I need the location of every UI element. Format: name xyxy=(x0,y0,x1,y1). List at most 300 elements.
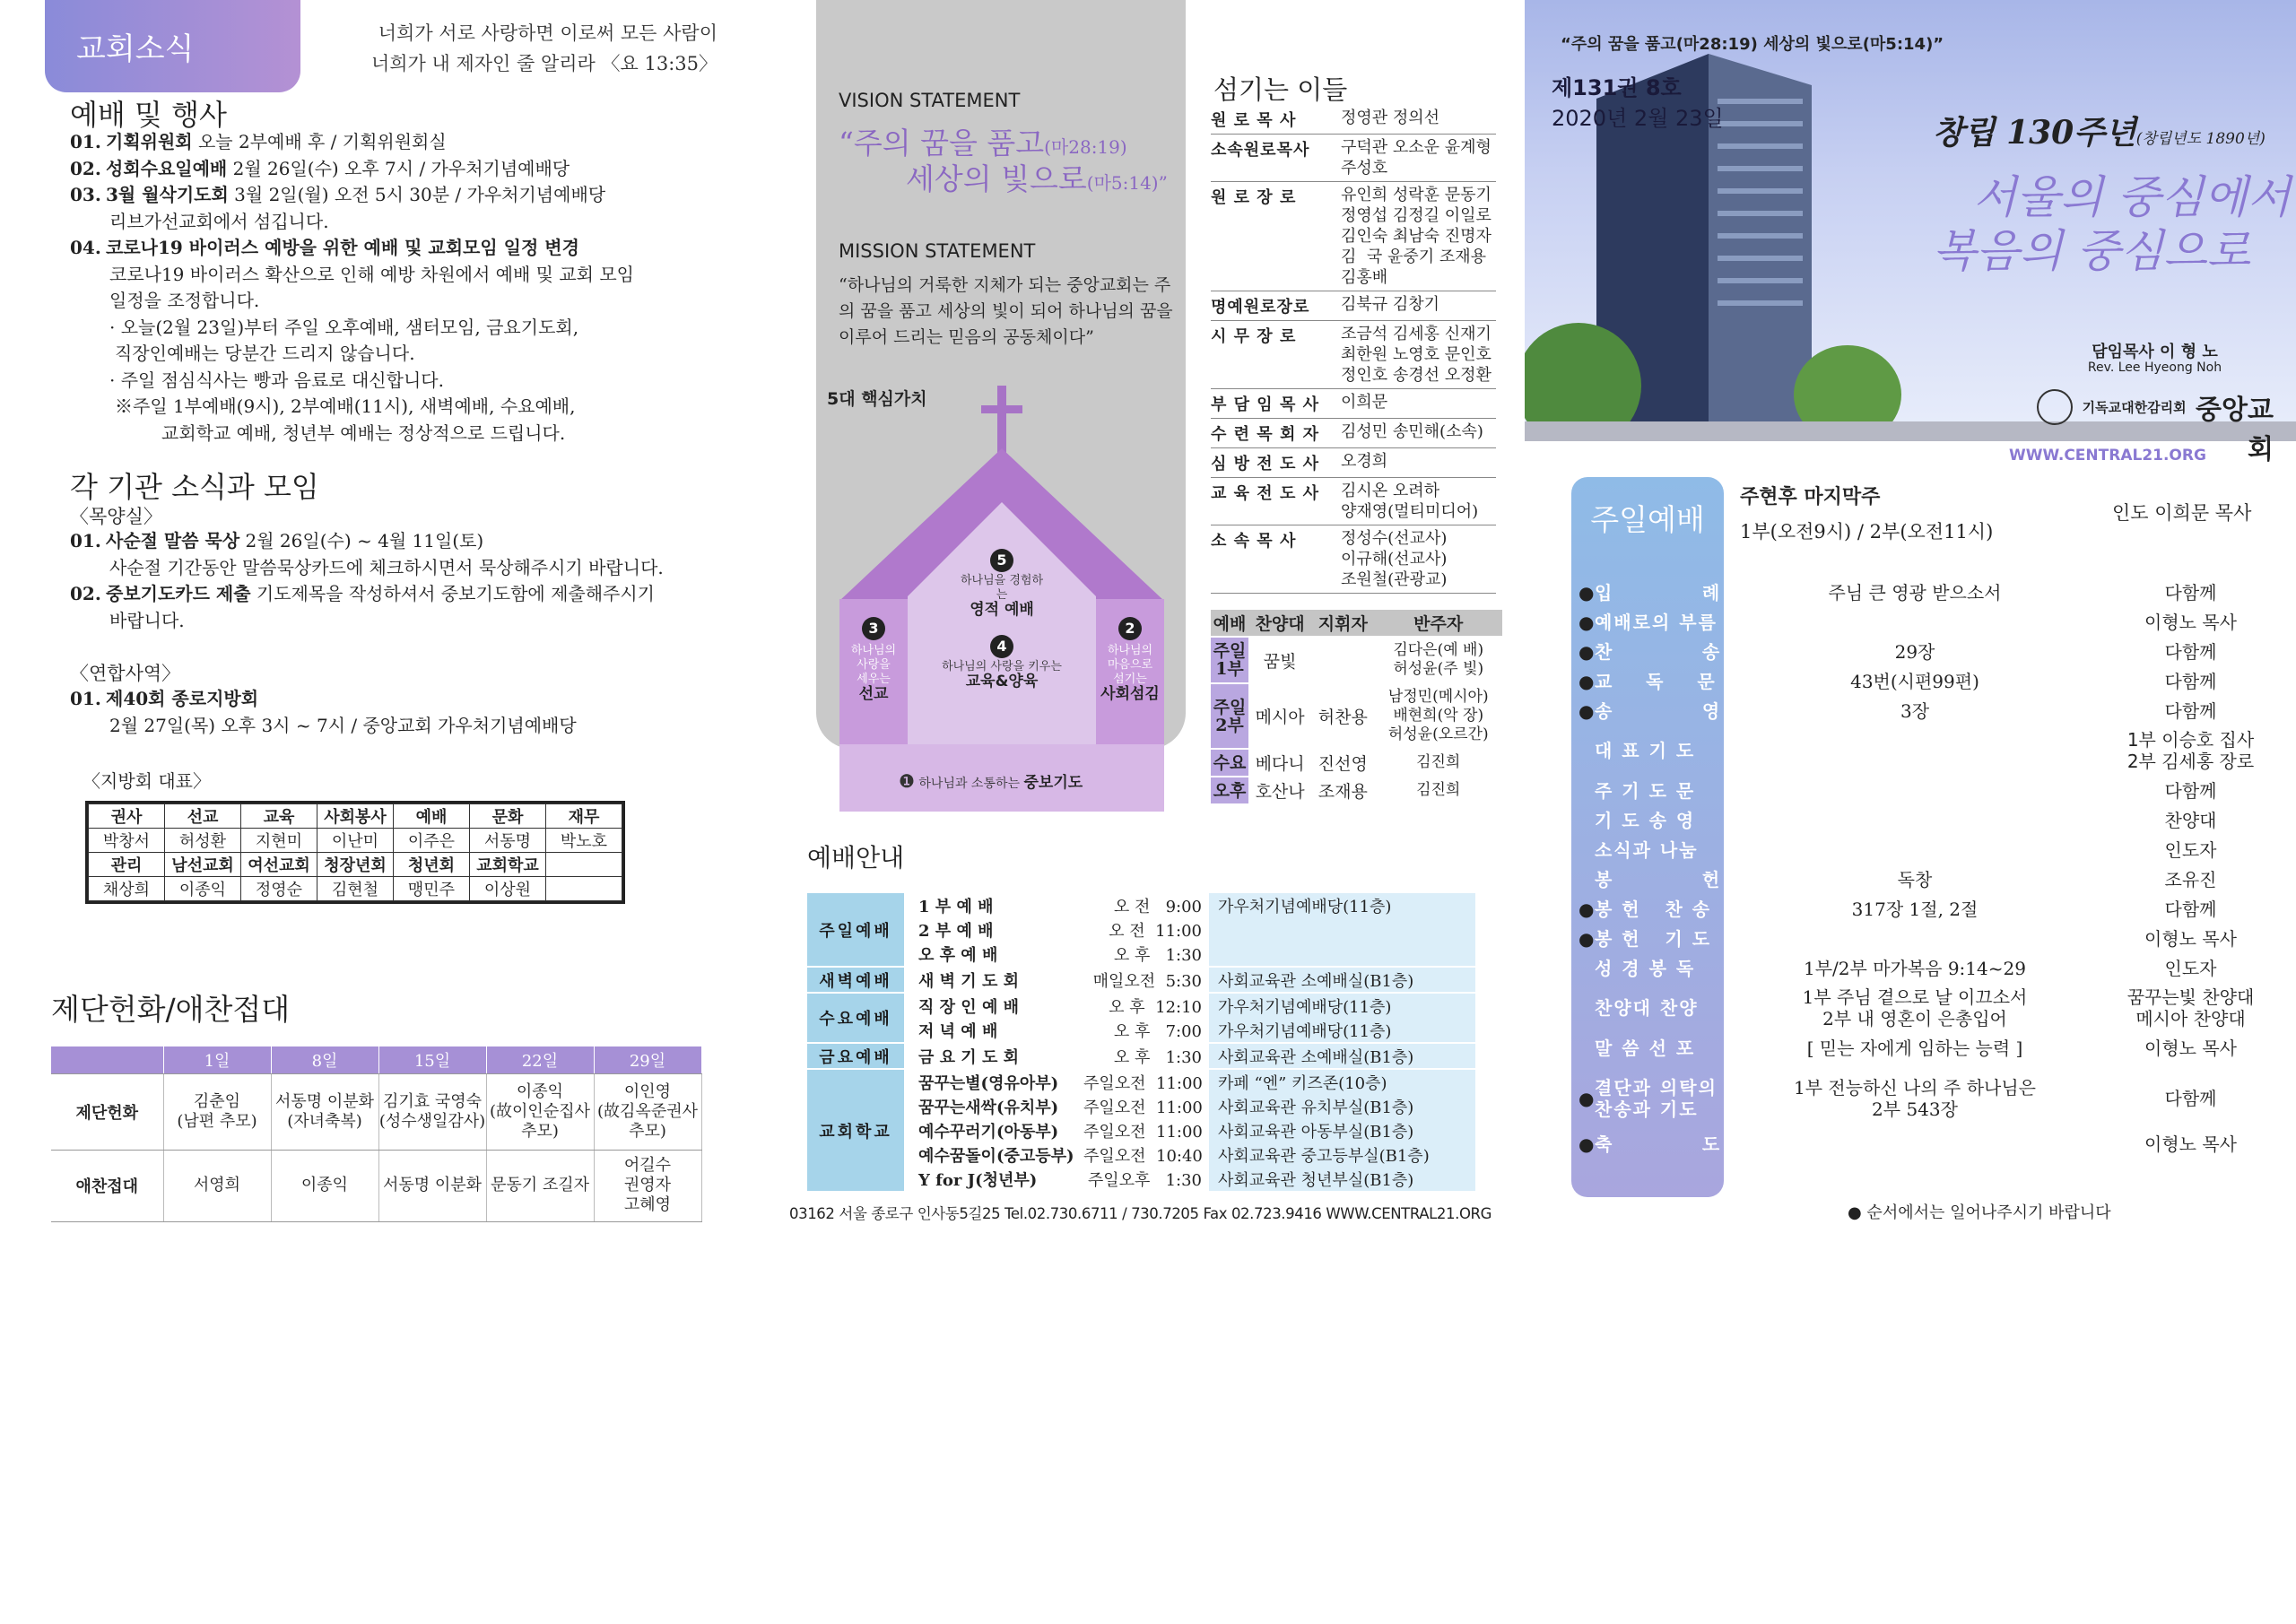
order-label: 봉 헌 기 도 xyxy=(1595,927,1712,950)
district-cell: 박노호 xyxy=(546,829,622,853)
order-standing-dot: ● xyxy=(1578,1133,1596,1155)
list-line xyxy=(70,713,698,740)
choir-accompanist: 남정민(메시아) 배현희(악 장) 허성윤(오르간) xyxy=(1374,683,1502,749)
order-label: 봉 헌 xyxy=(1595,868,1722,890)
choir-name: 호산나 xyxy=(1248,777,1311,804)
offering-header-cell: 15일 xyxy=(378,1046,486,1073)
district-head: 〈지방회 대표〉 xyxy=(83,770,211,792)
list-text: · 오늘(2월 23일)부터 주일 오후예배, 샘터모임, 금요기도회, xyxy=(109,316,579,338)
order-item xyxy=(1578,740,1735,761)
order-leader: 다함께 xyxy=(2164,699,2217,722)
order-row xyxy=(1578,666,2287,696)
service-category: 새벽예배 xyxy=(807,968,904,992)
value-1-title: 중보기도 xyxy=(1023,774,1083,792)
order-row xyxy=(1578,835,2287,864)
list-line xyxy=(70,341,698,368)
church-denomination: 기독교대한감리회 xyxy=(2082,399,2187,416)
list-text: 사순절 기간동안 말씀묵상카드에 체크하시면서 묵상해주시기 바랍니다. xyxy=(109,556,664,578)
order-row xyxy=(1578,983,2287,1033)
order-row xyxy=(1578,805,2287,835)
district-cell: 예배 xyxy=(394,804,470,829)
choir-header-row xyxy=(1211,610,1502,637)
list-line xyxy=(70,262,698,289)
value-3-desc: 하나님의 사랑을 세우는 xyxy=(850,644,897,686)
order-standing-dot: ● xyxy=(1578,699,1596,722)
order-leader: 다함께 xyxy=(2164,640,2217,663)
order-leader: 다함께 xyxy=(2164,779,2217,802)
staff-names: 유인희 성락훈 문동기 정영섭 김정길 이일로 김인숙 최남숙 진명자 김 국 윤중기 조재용 김홍배 xyxy=(1341,186,1492,287)
service-name: 저 녁 예 배 xyxy=(918,1021,998,1041)
offering-label: 애찬접대 xyxy=(51,1150,163,1221)
value-4-desc: 하나님의 사랑을 키우는 xyxy=(942,660,1062,673)
list-line xyxy=(70,368,698,395)
district-cell xyxy=(546,853,622,877)
service-time: 오 후 1:30 xyxy=(1113,1047,1202,1067)
staff-role: 부 담 임 목 사 xyxy=(1211,395,1320,414)
order-leader: 인도자 xyxy=(2164,957,2217,979)
order-leader: 인도자 xyxy=(2164,838,2217,861)
offering-header-row xyxy=(51,1046,701,1073)
service-category: 금요예배 xyxy=(807,1044,904,1068)
service-name: 예수꾸러기(아동부) xyxy=(918,1122,1059,1142)
service-time: 주일오전 10:40 xyxy=(1083,1146,1203,1166)
service-time: 주일오전 11:00 xyxy=(1083,1098,1203,1117)
choir-conductor xyxy=(1311,637,1374,683)
value-4-title: 교육&양육 xyxy=(965,673,1039,690)
district-cell: 정영순 xyxy=(241,877,317,901)
service-row xyxy=(904,1070,1475,1094)
list-line xyxy=(70,209,698,236)
order-row xyxy=(1578,1068,2287,1129)
offering-cell: 이종익 xyxy=(271,1150,378,1221)
service-time: 주일오전 11:00 xyxy=(1083,1122,1203,1142)
order-content: 1부/2부 마가복음 9:14~29 xyxy=(1804,957,2026,979)
choir-row xyxy=(1211,683,1502,749)
events-list xyxy=(70,129,698,447)
list-heading: 제40회 종로지방회 xyxy=(106,688,259,709)
order-leader: 조유진 xyxy=(2164,868,2217,890)
list-text: 직장인예배는 당분간 드리지 않습니다. xyxy=(115,343,415,364)
offering-cell: 서동명 이분화 (자녀축복) xyxy=(271,1073,378,1150)
choir-accompanist: 김다은(예 배) 허성윤(주 빛) xyxy=(1374,637,1502,683)
service-group xyxy=(807,893,1475,968)
staff-role: 교 육 전 도 사 xyxy=(1211,484,1320,503)
order-label: 말 씀 선 포 xyxy=(1595,1037,1696,1059)
sunday-worship-title: 주일예배 xyxy=(1590,502,1705,537)
order-content: 43번(시편99편) xyxy=(1850,670,1979,692)
list-line xyxy=(70,129,698,156)
choir-name: 베다니 xyxy=(1248,749,1311,777)
volume-number: 제131권 8호 xyxy=(1552,75,1682,100)
list-line xyxy=(70,315,698,342)
service-row xyxy=(904,917,1475,942)
order-leader: 다함께 xyxy=(2164,581,2217,604)
verse-line-1: 너희가 서로 사랑하면 이로써 모든 사람이 xyxy=(378,22,718,44)
offering-header-cell: 22일 xyxy=(486,1046,594,1073)
sunday-name: 주현후 마지막주 xyxy=(1740,486,1881,508)
district-row xyxy=(89,853,622,877)
value-1-desc: 하나님과 소통하는 xyxy=(918,777,1021,791)
offering-title: 제단헌화/애찬접대 xyxy=(51,992,291,1027)
service-place: 가우처기념예배당(11층) xyxy=(1209,893,1475,917)
offering-row xyxy=(51,1150,701,1221)
value-1-number: ❶ xyxy=(899,770,915,792)
list-line xyxy=(70,581,698,608)
order-item xyxy=(1578,641,1735,663)
order-standing-dot: ● xyxy=(1578,898,1596,920)
order-item xyxy=(1578,700,1735,722)
value-5-number: 5 xyxy=(990,549,1013,572)
service-group xyxy=(807,994,1475,1044)
value-5-desc: 하나님을 경험하는 xyxy=(960,574,1044,602)
staff-row xyxy=(1211,389,1496,419)
header-verse xyxy=(341,18,718,79)
staff-row xyxy=(1211,478,1496,525)
service-row xyxy=(904,994,1475,1018)
service-rows xyxy=(904,1070,1475,1191)
staff-names: 김북규 김창기 xyxy=(1341,295,1440,314)
order-content: [ 믿는 자에게 임하는 능력 ] xyxy=(1806,1037,2023,1059)
list-text: 2월 26일(수) ~ 4월 11일(토) xyxy=(239,530,484,551)
service-name: Y for J(청년부) xyxy=(918,1170,1038,1190)
service-name: 1 부 예 배 xyxy=(918,897,994,916)
service-name: 2 부 예 배 xyxy=(918,921,994,941)
service-category: 주일예배 xyxy=(807,893,904,966)
service-row xyxy=(904,1167,1475,1191)
order-label: 찬양대 찬양 xyxy=(1595,997,1699,1019)
district-row xyxy=(89,829,622,853)
order-content: 1부 전능하신 나의 주 하나님은 2부 543장 xyxy=(1794,1077,2036,1120)
order-leader: 이형노 목사 xyxy=(2144,1133,2237,1155)
list-text: 오늘 2부예배 후 / 기획위원회실 xyxy=(192,131,447,152)
staff-row xyxy=(1211,448,1496,478)
service-time: 주일오전 11:00 xyxy=(1083,1073,1203,1093)
staff-role: 소 속 목 사 xyxy=(1211,532,1297,551)
order-item xyxy=(1578,899,1735,920)
list-text: 리브가선교회에서 섬깁니다. xyxy=(109,210,329,232)
staff-role: 명예원로장로 xyxy=(1211,298,1310,317)
service-place: 사회교육관 유치부실(B1층) xyxy=(1209,1094,1475,1118)
list-number: 02. xyxy=(70,157,101,179)
choir-accompanist: 김진희 xyxy=(1374,749,1502,777)
service-place: 가우처기념예배당(11층) xyxy=(1209,994,1475,1018)
offering-cell: 김춘임 (남편 추모) xyxy=(163,1073,271,1150)
order-label: 대 표 기 도 xyxy=(1595,740,1696,761)
service-place: 사회교육관 청년부실(B1층) xyxy=(1209,1167,1475,1191)
staff-role: 시 무 장 로 xyxy=(1211,327,1297,346)
offering-cell: 이인영 (故김옥준권사 추모) xyxy=(594,1073,701,1150)
service-place: 사회교육관 아동부실(B1층) xyxy=(1209,1118,1475,1142)
district-cell: 박창서 xyxy=(89,829,165,853)
list-heading: 성회수요일예배 xyxy=(106,157,228,179)
list-line xyxy=(70,555,698,582)
order-label: 찬 송 xyxy=(1595,640,1722,663)
slogan-line-2: 복음의 중심으로 xyxy=(1933,225,2250,277)
order-standing-dot: ● xyxy=(1578,670,1596,692)
order-label: 송 영 xyxy=(1595,699,1722,722)
list-line xyxy=(70,528,698,555)
offering-header-cell xyxy=(51,1046,163,1073)
service-name: 예수꿈돌이(중고등부) xyxy=(918,1146,1074,1166)
service-time: 오 후 1:30 xyxy=(1113,945,1202,965)
offering-cell: 서동명 이분화 xyxy=(378,1150,486,1221)
service-row xyxy=(904,1118,1475,1142)
list-text: 코로나19 바이러스 확산으로 인해 예방 차원에서 예배 및 교회 모임 xyxy=(109,263,634,285)
order-row xyxy=(1578,1129,2287,1159)
order-leader: 꿈꾸는빛 찬양대 메시아 찬양대 xyxy=(2126,986,2255,1029)
order-row xyxy=(1578,696,2287,725)
standing-note: ● 순서에서는 일어나주시기 바랍니다 xyxy=(1848,1203,2111,1222)
church-news-tab xyxy=(45,0,300,92)
worship-guide-title: 예배안내 xyxy=(807,843,905,873)
choir-header-cell: 반주자 xyxy=(1374,610,1502,637)
service-row xyxy=(904,942,1475,966)
order-standing-dot: ● xyxy=(1578,927,1596,950)
service-time: 오 후 7:00 xyxy=(1113,1021,1202,1041)
order-item xyxy=(1578,780,1735,802)
worship-order xyxy=(1578,578,2287,1159)
worship-leader: 인도 이희문 목사 xyxy=(2112,502,2252,524)
district-cell: 지현미 xyxy=(241,829,317,853)
list-text: 기도제목을 작성하셔서 중보기도함에 제출해주시기 xyxy=(250,583,656,604)
service-row xyxy=(904,1142,1475,1167)
service-rows xyxy=(904,968,1475,992)
district-cell: 남선교회 xyxy=(165,853,241,877)
list-text: 교회학교 예배, 청년부 예배는 정상적으로 드립니다. xyxy=(161,421,566,444)
district-row xyxy=(89,804,622,829)
staff-role: 심 방 전 도 사 xyxy=(1211,455,1320,473)
list-text: · 주일 점심식사는 빵과 음료로 대신합니다. xyxy=(109,369,444,391)
staff-names: 김시온 오려하 양재영(멀티미디어) xyxy=(1341,482,1479,521)
choir-conductor: 진선영 xyxy=(1311,749,1374,777)
staff-row xyxy=(1211,135,1496,182)
mission-text: “하나님의 거룩한 지체가 되는 중앙교회는 주의 꿈을 품고 세상의 빛이 되어 하나님의 꿈을 이루어 드리는 믿음의 공동체이다” xyxy=(839,275,1173,347)
list-heading: 코로나19 바이러스 예방을 위한 예배 및 교회모임 일정 변경 xyxy=(106,237,579,258)
district-cell: 채상희 xyxy=(89,877,165,901)
service-row xyxy=(904,968,1475,992)
union-head: 〈연합사역〉 xyxy=(70,663,181,684)
order-leader: 찬양대 xyxy=(2164,809,2217,831)
list-text: 3월 2일(월) 오전 5시 30분 / 가우처기념예배당 xyxy=(228,184,606,205)
list-number: 01. xyxy=(70,688,101,709)
order-item xyxy=(1578,1133,1735,1155)
staff-names: 구덕관 오소운 윤계형 주성호 xyxy=(1341,138,1492,178)
district-cell: 재무 xyxy=(546,804,622,829)
order-leader: 다함께 xyxy=(2164,1088,2217,1109)
district-cell: 권사 xyxy=(89,804,165,829)
service-group xyxy=(807,968,1475,994)
offering-header-cell: 1일 xyxy=(163,1046,271,1073)
order-leader: 이형노 목사 xyxy=(2144,611,2237,633)
staff-names: 오경희 xyxy=(1341,452,1388,471)
order-leader: 이형노 목사 xyxy=(2144,927,2237,950)
offering-cell: 문동기 조길자 xyxy=(486,1150,594,1221)
slogan-line-1: 서울의 중심에서 xyxy=(1973,171,2291,223)
value-2-desc: 하나님의 마음으로 섬기는 xyxy=(1107,644,1153,686)
choir-service: 주일 2부 xyxy=(1211,683,1248,749)
staff-role: 원 로 장 로 xyxy=(1211,188,1297,207)
staff-row xyxy=(1211,105,1496,135)
service-row xyxy=(904,1044,1475,1068)
staff-names: 정성수(선교사) 이규해(선교사) 조원철(관광교) xyxy=(1341,529,1448,589)
order-content: 독창 xyxy=(1897,868,1933,890)
order-row xyxy=(1578,953,2287,983)
service-rows xyxy=(904,1044,1475,1068)
order-leader: 다함께 xyxy=(2164,670,2217,692)
staff-row xyxy=(1211,182,1496,291)
senior-pastor-en: Rev. Lee Hyeong Noh xyxy=(2087,360,2222,375)
service-time: 오 전 9:00 xyxy=(1113,897,1202,916)
district-cell: 이주은 xyxy=(394,829,470,853)
service-group xyxy=(807,1044,1475,1070)
choir-header-cell: 지휘자 xyxy=(1311,610,1374,637)
list-line xyxy=(70,182,698,209)
worship-guide-table xyxy=(807,893,1475,1193)
service-place xyxy=(1209,942,1475,966)
list-text: 일정을 조정합니다. xyxy=(109,290,260,311)
offering-cell: 이종익 (故이인순집사 추모) xyxy=(486,1073,594,1150)
order-standing-dot: ● xyxy=(1578,611,1596,633)
order-content: 3장 xyxy=(1900,699,1930,722)
list-line xyxy=(70,686,698,713)
groups-title: 각 기관 소식과 모임 xyxy=(70,470,319,504)
district-cell: 맹민주 xyxy=(394,877,470,901)
service-place: 사회교육관 소예배실(B1층) xyxy=(1209,1044,1475,1068)
vision-line-1: “주의 꿈을 품고(마28:19) xyxy=(839,126,1127,161)
choir-conductor: 조재용 xyxy=(1311,777,1374,804)
staff-row xyxy=(1211,291,1496,321)
service-name: 꿈꾸는별(영유아부) xyxy=(918,1073,1059,1093)
list-text: ※주일 1부예배(9시), 2부예배(11시), 새벽예배, 수요예배, xyxy=(115,395,576,417)
list-text: 2월 27일(목) 오후 3시 ~ 7시 / 중앙교회 가우처기념예배당 xyxy=(109,714,577,736)
staff-role: 소속원로목사 xyxy=(1211,141,1310,160)
service-place xyxy=(1209,917,1475,942)
district-cell: 청년회 xyxy=(394,853,470,877)
district-cell: 김현철 xyxy=(317,877,394,901)
cover-verse: “주의 꿈을 품고(마28:19) 세상의 빛으로(마5:14)” xyxy=(1561,35,1944,54)
district-cell: 청장년회 xyxy=(317,853,394,877)
order-label: 결단과 의탁의 찬송과 기도 xyxy=(1595,1077,1718,1120)
order-label: 봉 헌 찬 송 xyxy=(1595,898,1712,920)
service-rows xyxy=(904,893,1475,966)
staff-list xyxy=(1211,105,1496,594)
order-label: 교 독 문 xyxy=(1595,670,1717,692)
choir-row xyxy=(1211,749,1502,777)
value-3-number: 3 xyxy=(862,617,885,640)
service-row xyxy=(904,893,1475,917)
verse-line-2: 너희가 내 제자인 줄 알리라 〈요 13:35〉 xyxy=(370,53,718,74)
district-cell: 이상원 xyxy=(470,877,546,901)
website-url[interactable]: WWW.CENTRAL21.ORG xyxy=(2009,447,2206,465)
list-line xyxy=(70,608,698,635)
order-item xyxy=(1578,810,1735,831)
service-time: 오 후 12:10 xyxy=(1109,997,1202,1017)
order-label: 축 도 xyxy=(1595,1133,1722,1155)
service-category: 수요예배 xyxy=(807,994,904,1042)
service-row xyxy=(904,1018,1475,1042)
order-content: 317장 1절, 2절 xyxy=(1851,898,1979,920)
footer-address: 03162 서울 종로구 인사동5길25 Tel.02.730.6711 / 730.7205 Fax 02.723.9416 WWW.CENTRAL21.ORG xyxy=(789,1205,1492,1222)
order-label: 기 도 송 영 xyxy=(1595,809,1696,831)
service-place: 사회교육관 중고등부실(B1층) xyxy=(1209,1142,1475,1167)
vision-heading: VISION STATEMENT xyxy=(839,90,1021,111)
choir-service: 수요 xyxy=(1211,749,1248,777)
list-heading: 기획위원회 xyxy=(106,131,193,152)
order-row xyxy=(1578,924,2287,953)
value-4 xyxy=(926,635,1078,689)
service-name: 새 벽 기 도 회 xyxy=(918,971,1020,991)
order-item xyxy=(1578,997,1735,1019)
order-standing-dot: ● xyxy=(1578,1088,1596,1109)
order-standing-dot: ● xyxy=(1578,640,1596,663)
order-label: 입 례 xyxy=(1595,581,1722,604)
district-cell xyxy=(546,877,622,901)
offering-row xyxy=(51,1073,701,1150)
district-cell: 관리 xyxy=(89,853,165,877)
church-name: 중앙교회 xyxy=(2196,395,2274,465)
order-item xyxy=(1578,1077,1735,1120)
list-number: 02. xyxy=(70,583,101,604)
service-place: 카페 “엔” 키즈존(10층) xyxy=(1209,1070,1475,1094)
order-content: 1부 주님 곁으로 날 이끄소서 2부 내 영혼이 은총입어 xyxy=(1802,986,2028,1029)
choir-service: 오후 xyxy=(1211,777,1248,804)
staff-names: 조금석 김세홍 신재기 최한원 노영호 문인호 정인호 송경선 오정환 xyxy=(1341,325,1492,385)
order-row xyxy=(1578,1033,2287,1063)
staff-names: 정영관 정의선 xyxy=(1341,109,1440,127)
order-item xyxy=(1578,928,1735,950)
order-standing-dot: ● xyxy=(1578,581,1596,604)
service-name: 오 후 예 배 xyxy=(918,945,998,965)
district-row xyxy=(89,877,622,901)
district-cell: 교회학교 xyxy=(470,853,546,877)
choir-table xyxy=(1211,610,1502,805)
choir-name: 메시아 xyxy=(1248,683,1311,749)
order-content: 주님 큰 영광 받으소서 xyxy=(1828,581,2002,604)
service-time: 매일오전 5:30 xyxy=(1092,971,1202,991)
offering-cell: 어길수 권영자 고혜영 xyxy=(594,1150,701,1221)
value-3-title: 선교 xyxy=(858,685,889,703)
list-number: 01. xyxy=(70,530,101,551)
list-text: 2월 26일(수) 오후 7시 / 가우처기념예배당 xyxy=(227,157,570,179)
offering-cell: 김기효 국영숙 (성수생일감사) xyxy=(378,1073,486,1150)
value-1 xyxy=(899,769,1132,792)
order-item xyxy=(1578,671,1735,692)
order-leader: 1부 이승호 집사 2부 김세홍 장로 xyxy=(2126,729,2255,772)
staff-names: 이희문 xyxy=(1341,393,1388,412)
staff-row xyxy=(1211,321,1496,389)
list-heading: 3월 월삭기도회 xyxy=(106,184,229,205)
union-list xyxy=(70,686,698,739)
cross-vertical xyxy=(997,386,1006,457)
service-rows xyxy=(904,994,1475,1042)
staff-names: 김성민 송민해(소속) xyxy=(1341,422,1483,441)
cross-horizontal xyxy=(981,405,1022,413)
service-time: 주일오후 1:30 xyxy=(1087,1170,1202,1190)
list-number: 03. xyxy=(70,184,101,205)
staff-role: 원 로 목 사 xyxy=(1211,111,1297,130)
offering-label: 제단헌화 xyxy=(51,1073,163,1150)
value-4-number: 4 xyxy=(990,635,1013,658)
order-row xyxy=(1578,607,2287,637)
order-item xyxy=(1578,1038,1735,1059)
order-item xyxy=(1578,869,1735,890)
service-name: 금 요 기 도 회 xyxy=(918,1047,1020,1067)
service-group xyxy=(807,1070,1475,1193)
order-row xyxy=(1578,864,2287,894)
order-label: 예배로의 부름 xyxy=(1595,611,1718,633)
vision-line-2: 세상의 빛으로(마5:14)” xyxy=(906,161,1168,196)
staff-title: 섬기는 이들 xyxy=(1213,74,1348,105)
